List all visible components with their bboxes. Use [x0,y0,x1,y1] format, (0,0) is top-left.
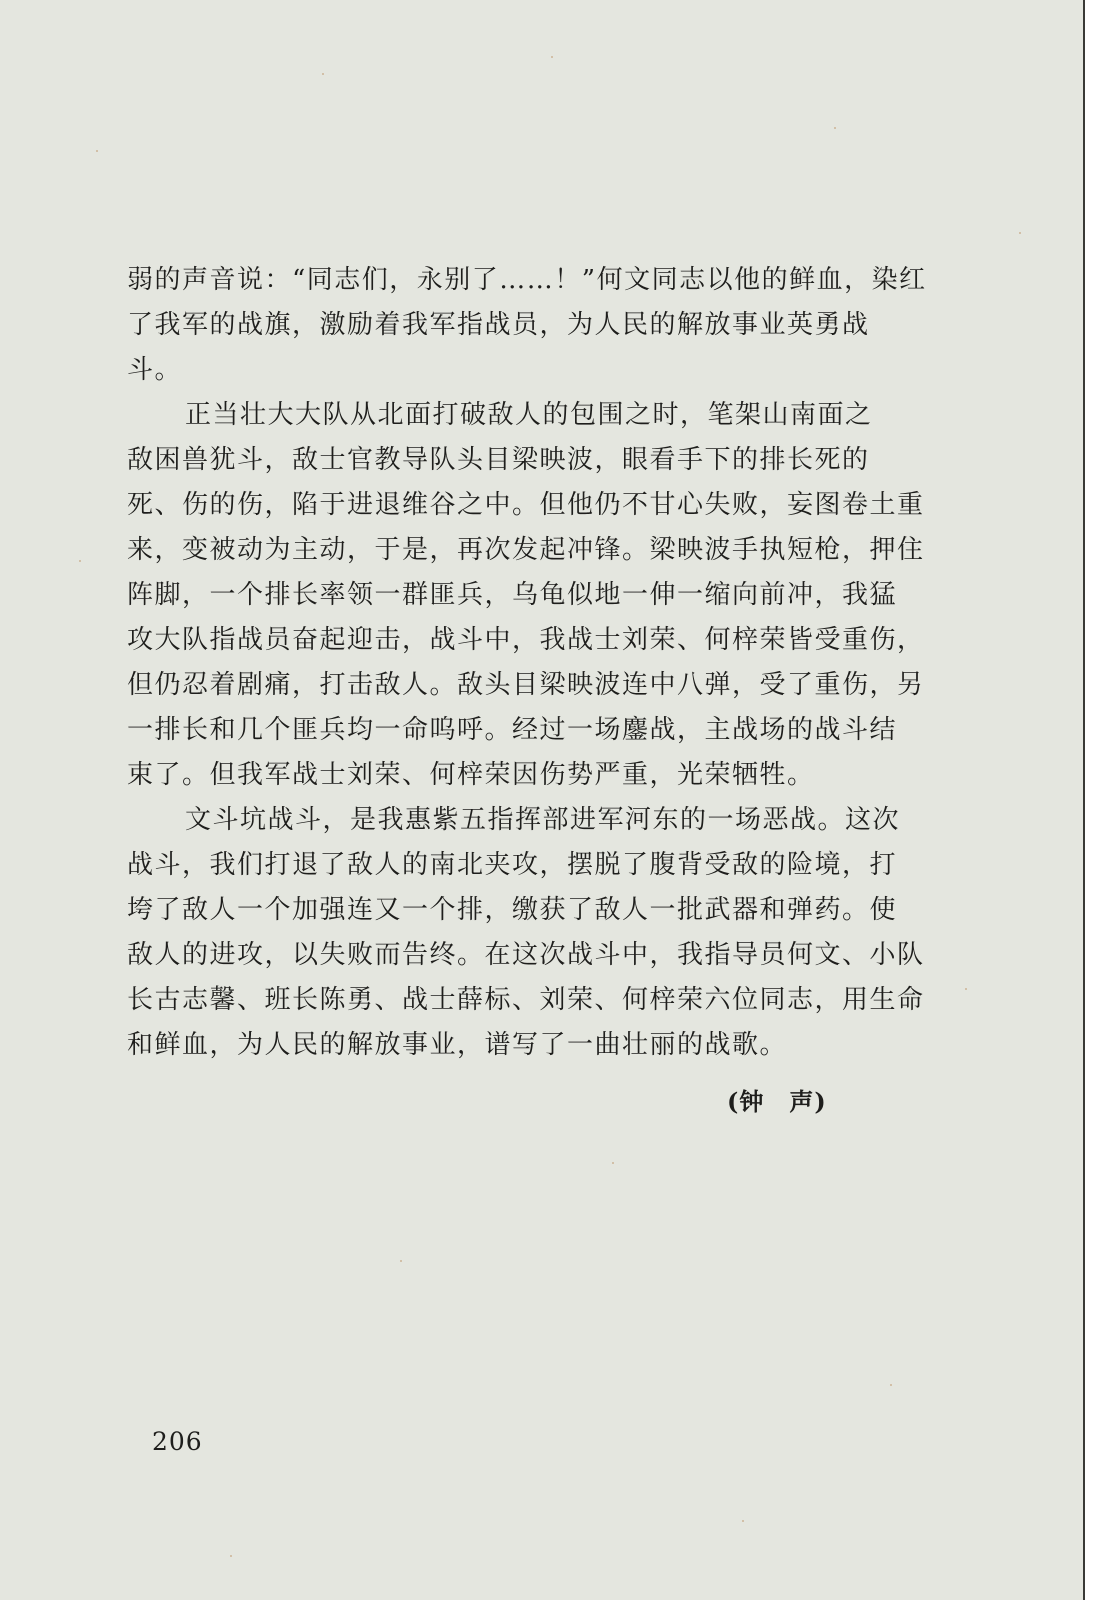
text-line: 阵脚，一个排长率领一群匪兵，乌龟似地一伸一缩向前冲，我猛 [127,580,898,610]
paper-speck [1019,232,1021,234]
paper-speck [400,1260,402,1262]
paper-speck [834,127,836,129]
paper-speck [742,1520,744,1522]
scan-edge [1083,0,1085,1600]
text-line: 了我军的战旗，激励着我军指战员，为人民的解放事业英勇战 [127,310,870,340]
text-line: 文斗坑战斗，是我惠紫五指挥部进军河东的一场恶战。这次 [185,805,901,835]
text-line: 和鲜血，为人民的解放事业，谱写了一曲壮丽的战歌。 [127,1030,788,1060]
text-line: 长古志馨、班长陈勇、战士薛标、刘荣、何梓荣六位同志，用生命 [127,985,925,1015]
text-line: 死、伤的伤，陷于进退维谷之中。但他仍不甘心失败，妄图卷土重 [127,490,925,520]
paper-speck [79,560,81,562]
text-line: 攻大队指战员奋起迎击，战斗中，我战士刘荣、何梓荣皆受重伤， [127,625,925,655]
text-line: 敌困兽犹斗，敌士官教导队头目梁映波，眼看手下的排长死的 [127,445,870,475]
text-line: 垮了敌人一个加强连又一个排，缴获了敌人一批武器和弹药。使 [127,895,898,925]
page-number: 206 [152,1427,203,1456]
paper-speck [96,150,98,152]
paper-speck [551,56,553,58]
text-line: 束了。但我军战士刘荣、何梓荣因伤势严重，光荣牺牲。 [127,760,815,790]
paper-speck [890,1384,892,1386]
paper-speck [322,73,324,75]
text-line: 但仍忍着剧痛，打击敌人。敌头目梁映波连中八弹，受了重伤，另 [127,670,925,700]
paper-speck [965,988,967,990]
text-line: 弱的声音说：“同志们，永别了……！”何文同志以他的鲜血，染红 [127,265,927,295]
paper-speck [612,1162,614,1164]
text-line: 战斗，我们打退了敌人的南北夹攻，摆脱了腹背受敌的险境，打 [127,850,898,880]
paper-speck [230,1555,232,1557]
author-credit: (钟 声) [727,1087,827,1116]
text-line: 一排长和几个匪兵均一命呜呼。经过一场鏖战，主战场的战斗结 [127,715,898,745]
text-line: 来，变被动为主动，于是，再次发起冲锋。梁映波手执短枪，押住 [127,535,925,565]
text-line: 敌人的进攻，以失败而告终。在这次战斗中，我指导员何文、小队 [127,940,925,970]
body-text [127,258,927,1068]
text-line: 斗。 [127,355,183,385]
text-line: 正当壮大大队从北面打破敌人的包围之时，笔架山南面之 [185,400,873,430]
